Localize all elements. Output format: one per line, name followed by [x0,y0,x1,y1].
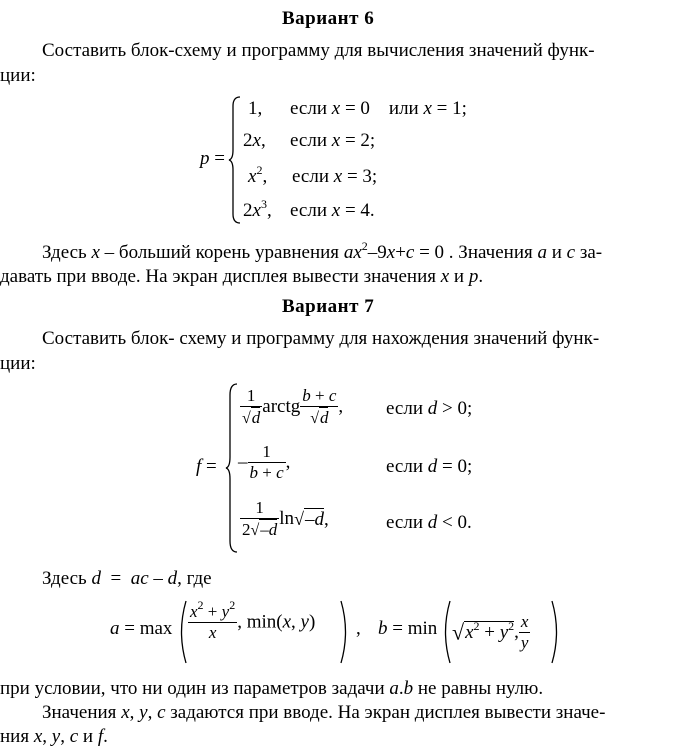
formula-a-lhs: a = max [110,618,173,639]
formula-b-left-paren [440,600,452,664]
variant-6-heading: Вариант 6 [282,8,375,29]
formula-separator: , [356,618,361,639]
variant-7-intro-line1: Составить блок- схему и программу для нахождения значений функ- [42,328,600,349]
variant-6-note-line2: давать при вводе. На экран дисплея вывести значения x и p. [0,266,484,287]
v7-left-brace [225,383,239,553]
v6-case-4-cond: если x = 4. [290,200,375,221]
variant-7-heading: Вариант 7 [282,296,375,317]
v7-case-3: $\frac{1}{2√-d}$ ln√–d, [242,498,329,539]
formula-a-right-paren [339,600,351,664]
v6-left-brace [228,96,242,224]
v7-case-2: – $\frac{1}{b + c}$ , [238,442,291,482]
v6-case-2-cond: если x = 2; [290,130,376,151]
v7-lhs: f = [196,456,217,477]
formula-b-right-paren [550,600,562,664]
formula-b-body: $√x^2 + y^2$, $\frac{x}{y}$ [452,612,529,652]
v7-case-1-cond: если d > 0; [386,398,473,419]
v6-case-2: 2x, [243,130,266,151]
variant-7-final-line2: ния x, y, c и f. [0,726,108,747]
v6-case-1-cond: если x = 0 или x = 1; [290,98,467,119]
v6-case-3: $x^2$, [248,162,268,187]
formula-b-lhs: b = min [378,618,438,639]
variant-6-intro-line1: Составить блок-схему и программу для вычисления значений функ- [42,40,595,61]
variant-7-final-line1: Значения x, y, c задаются при вводе. На экран дисплея вывести значе- [42,702,606,723]
v7-case-1: $\frac{1}{√d}$ arctg $\frac{b + c}{√d}$ , [242,386,344,427]
formula-a-left-paren [176,600,188,664]
v7-case-2-cond: если d = 0; [386,456,473,477]
variant-7-intro-line2: ции: [0,353,36,374]
v6-case-3-cond: если x = 3; [292,166,378,187]
variant-6-note-line1: Здесь x – больший корень уравнения $ax^2-9x+c = 0$ . Значения a и c за- [42,238,603,263]
v6-lhs: p = [200,148,225,169]
v7-case-3-cond: если d < 0. [386,512,472,533]
v6-case-4: $2x^3$, [243,196,272,221]
formula-a-body: $\frac{x^2 + y^2}{x}$ , min(x, y) [190,598,316,642]
v6-case-1: 1, [248,98,263,119]
variant-7-defs-line: Здесь d = ac – d, где [42,568,212,589]
variant-7-condition-line: при условии, что ни один из параметров задачи a.b не равны нулю. [0,678,544,699]
variant-6-intro-line2: ции: [0,65,36,86]
